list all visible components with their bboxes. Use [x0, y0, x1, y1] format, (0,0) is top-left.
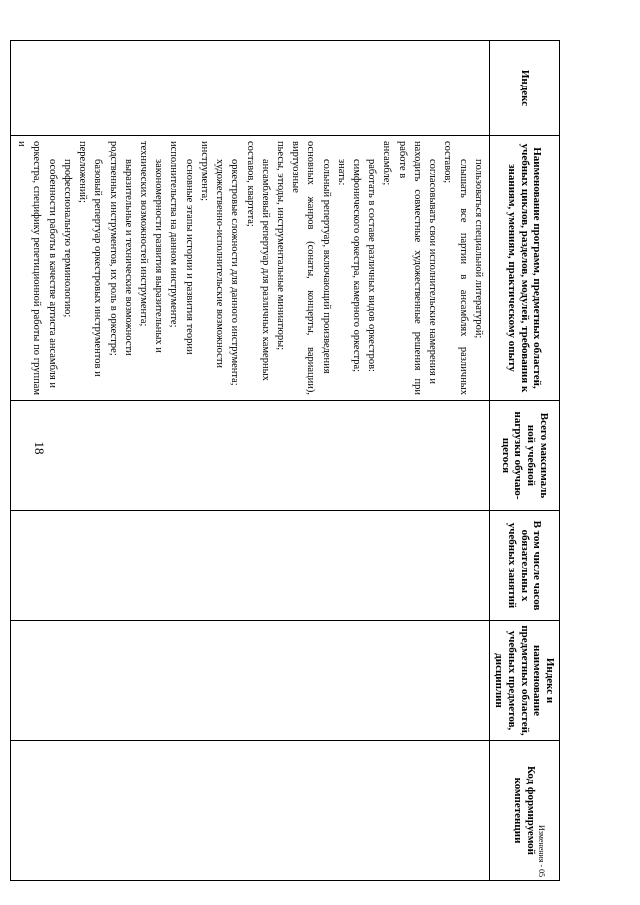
cell-requirements: [11, 136, 490, 401]
cell-required-hours: [11, 511, 490, 621]
header-name: Наименование программ, предметных областей, учебных циклов, разделов, модулей, требования к знаниям, умениям, практическому опыту: [489, 136, 559, 401]
table-header-row: [489, 41, 559, 881]
requirement-line: основных жанров (сонаты, концерты, вариации), виртуозные: [290, 141, 317, 395]
requirement-line: особенности работы в качестве артиста ансамбля и: [46, 159, 58, 388]
requirement-line: родственных инструментов, их роль в оркестре;: [107, 141, 119, 356]
cell-total-load: [11, 401, 490, 511]
header-discipline: Индекс и наименование предметных областей, учебных предметов, дисциплин: [489, 621, 559, 741]
cell-discipline: [11, 621, 490, 741]
requirement-line: технических возможностей инструмента;: [137, 141, 149, 327]
requirement-line: оркестровые сложности для данного инструмента;: [229, 159, 241, 386]
cell-competence-code: [11, 741, 490, 881]
requirement-line: пьесы, этюды, инструментальные миниатюры;: [274, 141, 286, 351]
requirement-line: инструмента;: [198, 141, 210, 202]
requirement-line: оркестра, специфику репетиционной работы по группам и: [16, 141, 43, 395]
requirement-line: находить совместные художественные решения при работе в: [396, 141, 423, 395]
requirement-line: переложений;: [77, 141, 89, 203]
requirement-line: сольный репертуар, включающий произведения: [320, 159, 332, 374]
requirement-line: ансамбле;: [381, 141, 393, 186]
requirement-line: слышать все партии в ансамблях различных составов;: [442, 141, 469, 395]
requirement-line: ансамблевый репертуар для различных камерных: [259, 159, 271, 381]
header-required-hours: В том числе часов обязательны х учебных занятий: [489, 511, 559, 621]
requirement-line: закономерности развития выразительных и: [153, 159, 165, 353]
requirement-line: основные этапы истории и развития теории: [183, 159, 195, 355]
requirement-line: пользоваться специальной литературой;: [472, 159, 484, 339]
table-row: [11, 41, 490, 881]
requirement-line: работать в составе различных видов оркестров:: [366, 159, 378, 372]
cell-index: [11, 41, 490, 136]
requirement-line: художественно-исполнительские возможности: [214, 159, 226, 369]
revision-footer: Изменения - 05: [537, 825, 546, 878]
curriculum-table: [10, 40, 560, 881]
header-competence-code: Код формируемой компетенции: [489, 741, 559, 881]
requirement-line: согласовывать свои исполнительские намерения и: [427, 159, 439, 384]
header-index: Индекс: [489, 41, 559, 136]
requirement-line: профессиональную терминологию;: [61, 159, 73, 318]
requirement-line: симфонического оркестра, камерного оркестра;: [351, 159, 363, 373]
requirement-line: базовый репертуар оркестровых инструментов и: [92, 159, 104, 377]
requirement-line: выразительные и технические возможности: [122, 159, 134, 356]
requirement-line: исполнительства на данном инструменте;: [168, 141, 180, 328]
page-number: 18: [32, 441, 47, 455]
requirement-line: знать:: [335, 159, 347, 186]
header-total-load: Всего максималь ной учебной нагрузки обучаю-щегося: [489, 401, 559, 511]
requirement-line: составов, квартета;: [244, 141, 256, 227]
requirements-text: [14, 141, 486, 395]
